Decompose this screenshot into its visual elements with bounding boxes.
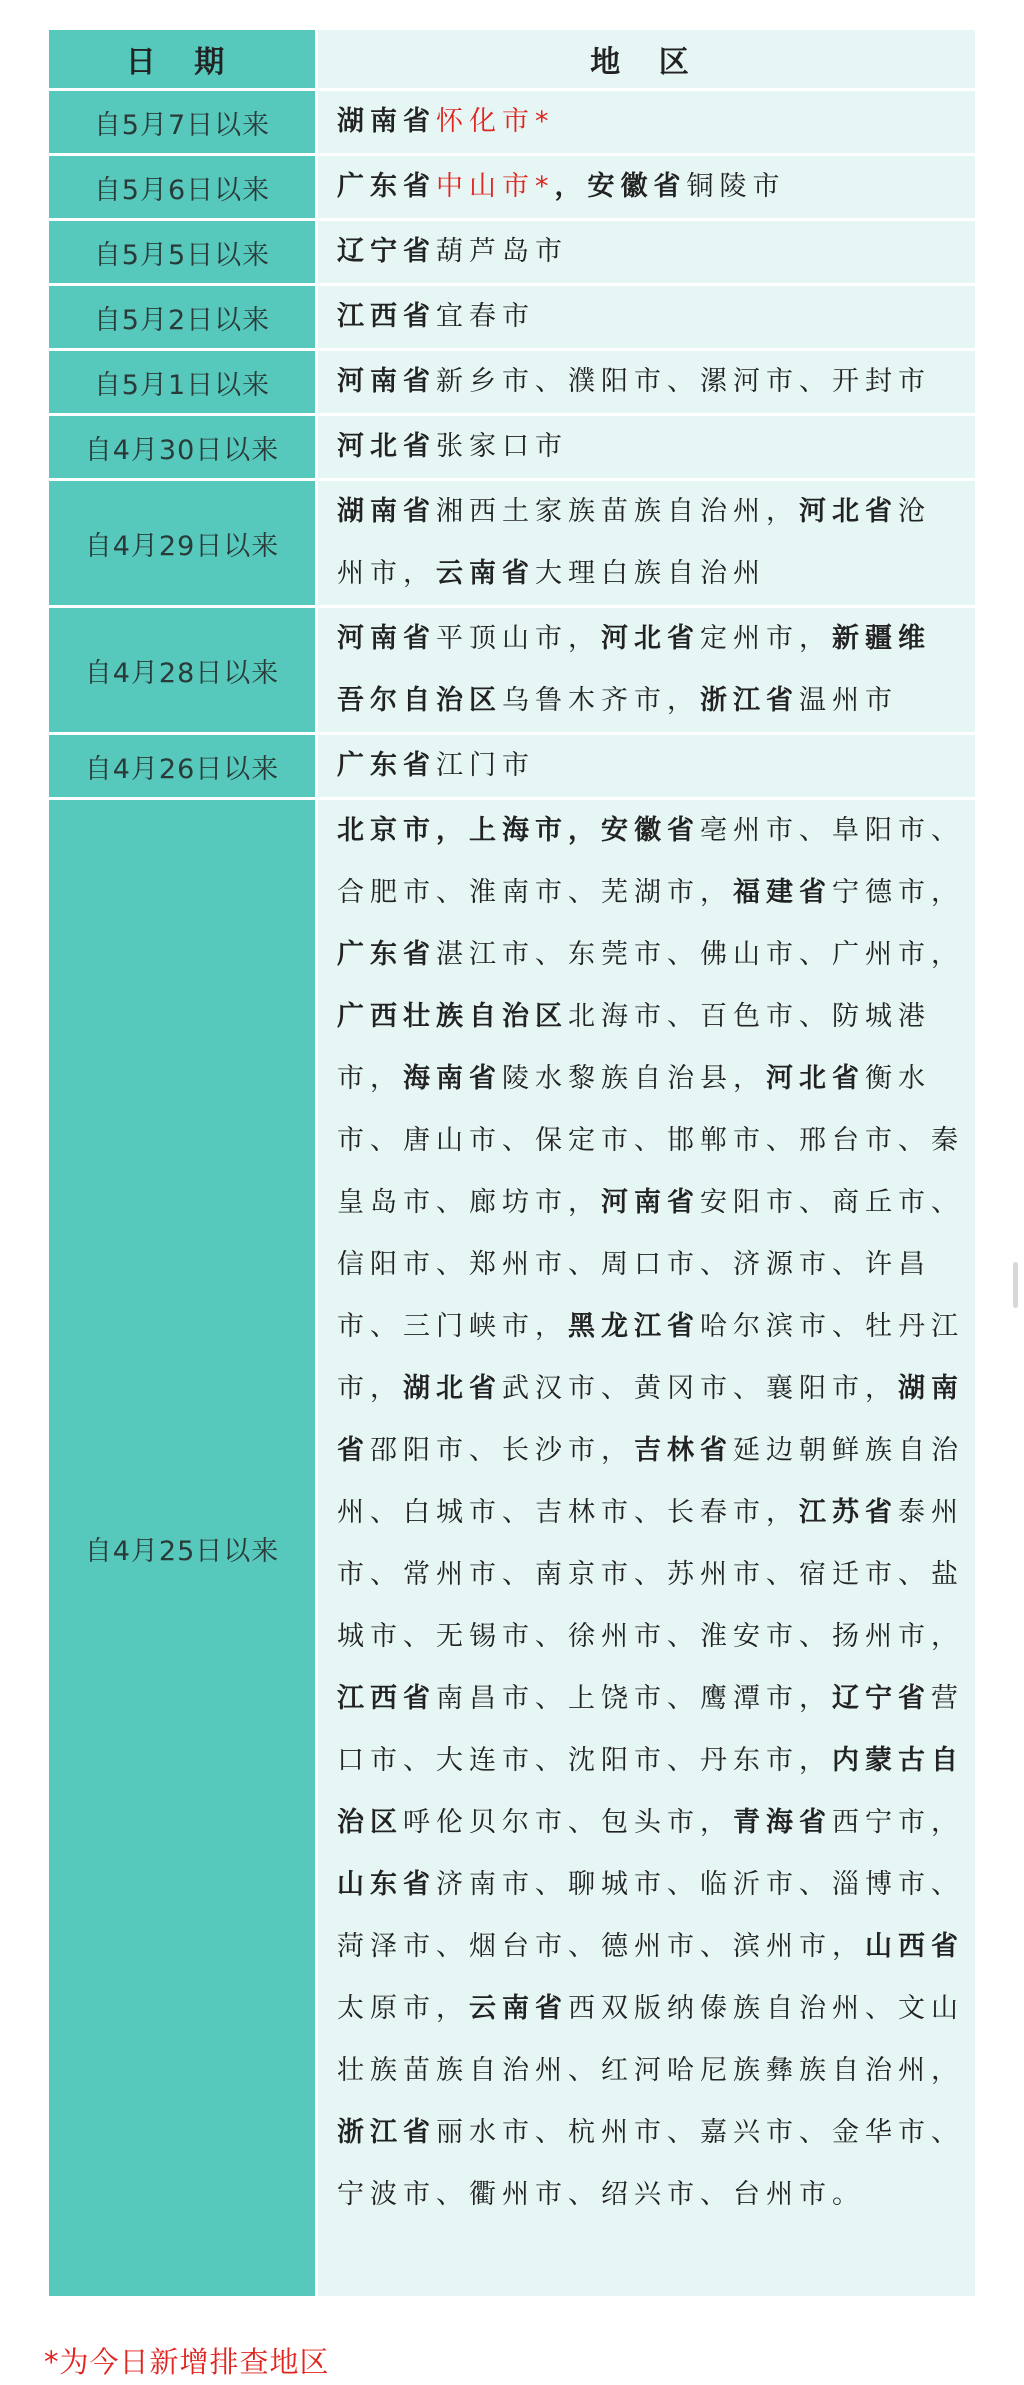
region-line bbox=[337, 1544, 975, 1606]
province-name: 山东省 bbox=[337, 1869, 436, 1900]
region-line bbox=[337, 800, 975, 862]
region-line bbox=[337, 543, 975, 605]
row-regions bbox=[318, 351, 975, 413]
city-list: 菏泽市、烟台市、德州市、滨州市， bbox=[337, 1931, 865, 1962]
province-name: 青海省 bbox=[733, 1807, 832, 1838]
province-name: 河南省 bbox=[337, 623, 436, 654]
region-line bbox=[337, 1048, 975, 1110]
region-line bbox=[337, 670, 975, 732]
table-row bbox=[49, 416, 975, 481]
province-name: 吾尔自治区 bbox=[337, 685, 502, 716]
city-list: 平顶山市， bbox=[436, 623, 601, 654]
region-line bbox=[337, 986, 975, 1048]
city-list: 延边朝鲜族自治 bbox=[733, 1435, 964, 1466]
province-name: 吉林省 bbox=[634, 1435, 733, 1466]
province-name: 湖南省 bbox=[337, 496, 436, 527]
province-name: 云南省 bbox=[469, 1993, 568, 2024]
region-line bbox=[337, 608, 975, 670]
city-list: 宁波市、衢州市、绍兴市、台州市。 bbox=[337, 2179, 865, 2210]
city-list: 口市、大连市、沈阳市、丹东市， bbox=[337, 1745, 832, 1776]
province-name: 广东省 bbox=[337, 939, 436, 970]
city-list: 陵水黎族自治县， bbox=[502, 1063, 766, 1094]
region-line bbox=[337, 156, 975, 218]
city-list: 呼伦贝尔市、包头市， bbox=[403, 1807, 733, 1838]
row-date: 自5月2日以来 bbox=[49, 286, 318, 348]
province-name: 广东省 bbox=[337, 750, 436, 781]
province-name: 海南省 bbox=[403, 1063, 502, 1094]
city-list: 泰州 bbox=[898, 1497, 964, 1528]
province-name: 福建省 bbox=[733, 877, 832, 908]
row-regions bbox=[318, 481, 975, 605]
city-list: 信阳市、郑州市、周口市、济源市、许昌 bbox=[337, 1249, 931, 1280]
city-list: 哈尔滨市、牡丹江 bbox=[700, 1311, 964, 1342]
province-name: 广西壮族自治区 bbox=[337, 1001, 568, 1032]
table-row bbox=[49, 481, 975, 608]
region-line bbox=[337, 1978, 975, 2040]
city-list: 西宁市， bbox=[832, 1807, 964, 1838]
region-line bbox=[337, 924, 975, 986]
region-line bbox=[337, 1172, 975, 1234]
table-row bbox=[49, 608, 975, 735]
province-name: 北京市，上海市，安徽省 bbox=[337, 815, 700, 846]
city-list: 市、唐山市、保定市、邯郸市、邢台市、秦 bbox=[337, 1125, 964, 1156]
city-list: 葫芦岛市 bbox=[436, 236, 568, 267]
row-date: 自4月30日以来 bbox=[49, 416, 318, 478]
region-line bbox=[337, 1668, 975, 1730]
header-region: 地 区 bbox=[318, 30, 975, 88]
new-region-highlight: 中山市* bbox=[436, 171, 555, 202]
row-regions bbox=[318, 416, 975, 478]
city-list: 张家口市 bbox=[436, 431, 568, 462]
scroll-indicator[interactable] bbox=[1013, 1262, 1018, 1308]
region-line bbox=[337, 1730, 975, 1792]
row-regions bbox=[318, 800, 975, 2296]
city-list: 亳州市、阜阳市、 bbox=[700, 815, 964, 846]
region-line bbox=[337, 1606, 975, 1668]
region-line bbox=[337, 2164, 975, 2226]
table-row bbox=[49, 286, 975, 351]
row-date: 自5月7日以来 bbox=[49, 91, 318, 153]
table-row bbox=[49, 156, 975, 221]
region-line bbox=[337, 1482, 975, 1544]
province-name: 河北省 bbox=[601, 623, 700, 654]
table-row bbox=[49, 800, 975, 2299]
city-list: 新乡市、濮阳市、漯河市、开封市 bbox=[436, 366, 931, 397]
row-date: 自5月1日以来 bbox=[49, 351, 318, 413]
province-name: 湖南 bbox=[898, 1373, 964, 1404]
city-list: 北海市、百色市、防城港 bbox=[568, 1001, 931, 1032]
city-list: 江门市 bbox=[436, 750, 535, 781]
city-list: 州市， bbox=[337, 558, 436, 589]
new-region-highlight: 怀化市* bbox=[436, 106, 555, 137]
row-regions bbox=[318, 91, 975, 153]
city-list: 市， bbox=[337, 1063, 403, 1094]
table-row bbox=[49, 91, 975, 156]
city-list: 邵阳市、长沙市， bbox=[370, 1435, 634, 1466]
province-name: 江西省 bbox=[337, 301, 436, 332]
region-line bbox=[337, 1420, 975, 1482]
header-date: 日 期 bbox=[49, 30, 318, 88]
row-date: 自5月6日以来 bbox=[49, 156, 318, 218]
province-name: 江苏省 bbox=[799, 1497, 898, 1528]
city-list: 沧 bbox=[898, 496, 931, 527]
province-name: 湖北省 bbox=[403, 1373, 502, 1404]
region-line bbox=[337, 351, 975, 413]
region-line bbox=[337, 1234, 975, 1296]
city-list: 壮族苗族自治州、红河哈尼族彝族自治州， bbox=[337, 2055, 964, 2086]
province-name: 广东省 bbox=[337, 171, 436, 202]
city-list: 乌鲁木齐市， bbox=[502, 685, 700, 716]
city-list: 济南市、聊城市、临沂市、淄博市、 bbox=[436, 1869, 964, 1900]
row-date: 自4月26日以来 bbox=[49, 735, 318, 797]
region-line bbox=[337, 416, 975, 478]
city-list: 温州市 bbox=[799, 685, 898, 716]
city-list: 营 bbox=[931, 1683, 964, 1714]
table-row bbox=[49, 735, 975, 800]
region-line bbox=[337, 1854, 975, 1916]
province-name: 河北省 bbox=[337, 431, 436, 462]
footnote: *为今日新增排查地区 bbox=[44, 2345, 330, 2379]
province-name: 辽宁省 bbox=[337, 236, 436, 267]
table-row bbox=[49, 221, 975, 286]
city-list: 湘西土家族苗族自治州， bbox=[436, 496, 799, 527]
province-name: 河北省 bbox=[799, 496, 898, 527]
region-line bbox=[337, 1916, 975, 1978]
region-line bbox=[337, 1110, 975, 1172]
region-line bbox=[337, 862, 975, 924]
province-name: 云南省 bbox=[436, 558, 535, 589]
city-list: 大理白族自治州 bbox=[535, 558, 766, 589]
province-name: 黑龙江省 bbox=[568, 1311, 700, 1342]
region-line bbox=[337, 91, 975, 153]
province-name: 省 bbox=[337, 1435, 370, 1466]
city-list: 武汉市、黄冈市、襄阳市， bbox=[502, 1373, 898, 1404]
city-list: 市， bbox=[337, 1373, 403, 1404]
city-list: 湛江市、东莞市、佛山市、广州市， bbox=[436, 939, 964, 970]
city-list: 城市、无锡市、徐州市、淮安市、扬州市， bbox=[337, 1621, 964, 1652]
city-list: 合肥市、淮南市、芜湖市， bbox=[337, 877, 733, 908]
city-list: 南昌市、上饶市、鹰潭市， bbox=[436, 1683, 832, 1714]
city-list: 定州市， bbox=[700, 623, 832, 654]
city-list: 丽水市、杭州市、嘉兴市、金华市、 bbox=[436, 2117, 964, 2148]
province-name: 江西省 bbox=[337, 1683, 436, 1714]
row-date: 自4月25日以来 bbox=[49, 800, 318, 2296]
region-line bbox=[337, 735, 975, 797]
region-line bbox=[337, 1358, 975, 1420]
province-name: 河南省 bbox=[337, 366, 436, 397]
province-name: 新疆维 bbox=[832, 623, 931, 654]
row-date: 自4月29日以来 bbox=[49, 481, 318, 605]
province-name: 河北省 bbox=[766, 1063, 865, 1094]
province-name: 内蒙古自 bbox=[832, 1745, 964, 1776]
region-line bbox=[337, 286, 975, 348]
row-regions bbox=[318, 156, 975, 218]
table-row bbox=[49, 351, 975, 416]
city-list: 宁德市， bbox=[832, 877, 964, 908]
city-list: 宜春市 bbox=[436, 301, 535, 332]
row-date: 自5月5日以来 bbox=[49, 221, 318, 283]
row-regions bbox=[318, 608, 975, 732]
city-list: 太原市， bbox=[337, 1993, 469, 2024]
province-name: 湖南省 bbox=[337, 106, 436, 137]
region-line bbox=[337, 2102, 975, 2164]
region-line bbox=[337, 481, 975, 543]
province-name: 浙江省 bbox=[337, 2117, 436, 2148]
province-name: 山西省 bbox=[865, 1931, 964, 1962]
province-name: ，安徽省 bbox=[554, 171, 687, 202]
city-list: 皇岛市、廊坊市， bbox=[337, 1187, 601, 1218]
province-name: 辽宁省 bbox=[832, 1683, 931, 1714]
table-header bbox=[49, 30, 975, 91]
affected-regions-table bbox=[49, 30, 975, 2299]
province-name: 河南省 bbox=[601, 1187, 700, 1218]
row-date: 自4月28日以来 bbox=[49, 608, 318, 732]
province-name: 治区 bbox=[337, 1807, 403, 1838]
province-name: 浙江省 bbox=[700, 685, 799, 716]
region-line bbox=[337, 1296, 975, 1358]
region-line bbox=[337, 1792, 975, 1854]
row-regions bbox=[318, 286, 975, 348]
city-list: 衡水 bbox=[865, 1063, 931, 1094]
city-list: 州、白城市、吉林市、长春市， bbox=[337, 1497, 799, 1528]
city-list: 西双版纳傣族自治州、文山 bbox=[568, 1993, 964, 2024]
city-list: 铜陵市 bbox=[686, 171, 786, 202]
region-line bbox=[337, 221, 975, 283]
region-line bbox=[337, 2040, 975, 2102]
city-list: 市、三门峡市， bbox=[337, 1311, 568, 1342]
city-list: 安阳市、商丘市、 bbox=[700, 1187, 964, 1218]
row-regions bbox=[318, 221, 975, 283]
city-list: 市、常州市、南京市、苏州市、宿迁市、盐 bbox=[337, 1559, 964, 1590]
row-regions bbox=[318, 735, 975, 797]
